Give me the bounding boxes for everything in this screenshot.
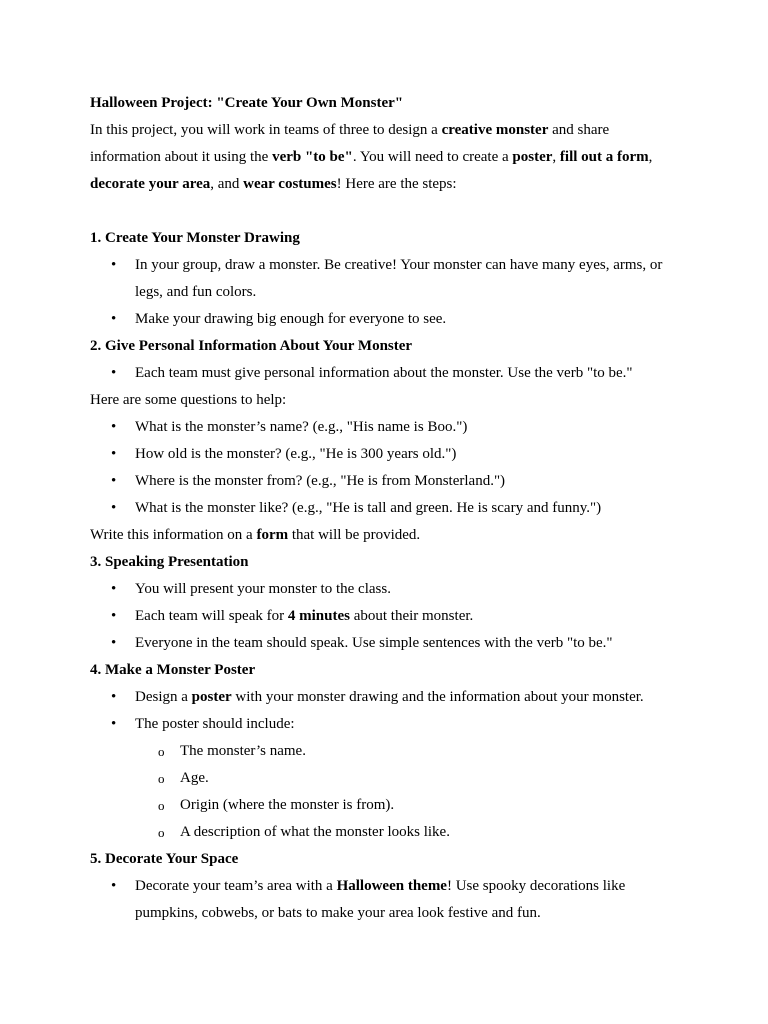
bullet-icon: • bbox=[111, 419, 117, 435]
list-item: • The poster should include: bbox=[90, 711, 690, 738]
list-item: • In your group, draw a monster. Be creative! Your monster can have many eyes, arms, or bbox=[90, 252, 690, 279]
sub-list-item: o Origin (where the monster is from). bbox=[90, 792, 690, 819]
section-2-heading: 2. Give Personal Information About Your Monster bbox=[90, 338, 413, 354]
list-item: • How old is the monster? (e.g., "He is 300 years old.") bbox=[90, 441, 690, 468]
list-item: • Each team will speak for 4 minutes about their monster. bbox=[90, 603, 690, 630]
bullet-icon: • bbox=[111, 635, 117, 651]
form-note: Write this information on a form that will be provided. bbox=[90, 527, 421, 543]
sub-bullet-icon: o bbox=[158, 771, 165, 786]
section-3-heading: 3. Speaking Presentation bbox=[90, 554, 249, 570]
bullet-icon: • bbox=[111, 500, 117, 516]
list-item: • Make your drawing big enough for everyone to see. bbox=[90, 306, 690, 333]
blank-line bbox=[90, 198, 690, 225]
bullet-icon: • bbox=[111, 257, 117, 273]
section-4-heading: 4. Make a Monster Poster bbox=[90, 662, 256, 678]
help-text: Here are some questions to help: bbox=[90, 392, 287, 408]
intro-line-3: decorate your area, and wear costumes! Here are the steps: bbox=[90, 176, 457, 192]
section-5-heading: 5. Decorate Your Space bbox=[90, 851, 239, 867]
list-item: • Each team must give personal information about the monster. Use the verb "to be." bbox=[90, 360, 690, 387]
section-1-heading: 1. Create Your Monster Drawing bbox=[90, 230, 300, 246]
list-item: • You will present your monster to the class. bbox=[90, 576, 690, 603]
document-body bbox=[90, 90, 690, 927]
list-item-continuation: legs, and fun colors. bbox=[135, 284, 257, 300]
intro-line-2: information about it using the verb "to be". You will need to create a poster, fill out a form, bbox=[90, 149, 653, 165]
bullet-icon: • bbox=[111, 311, 117, 327]
sub-list-item: o The monster’s name. bbox=[90, 738, 690, 765]
sub-bullet-icon: o bbox=[158, 798, 165, 813]
bullet-icon: • bbox=[111, 446, 117, 462]
sub-list-item: o Age. bbox=[90, 765, 690, 792]
list-item: • Everyone in the team should speak. Use simple sentences with the verb "to be." bbox=[90, 630, 690, 657]
list-item: • Design a poster with your monster drawing and the information about your monster. bbox=[90, 684, 690, 711]
bullet-icon: • bbox=[111, 716, 117, 732]
sub-bullet-icon: o bbox=[158, 744, 165, 759]
sub-bullet-icon: o bbox=[158, 825, 165, 840]
bullet-icon: • bbox=[111, 473, 117, 489]
list-item: • What is the monster’s name? (e.g., "His name is Boo.") bbox=[90, 414, 690, 441]
bullet-icon: • bbox=[111, 581, 117, 597]
list-item-continuation: pumpkins, cobwebs, or bats to make your area look festive and fun. bbox=[135, 905, 541, 921]
document-title: Halloween Project: "Create Your Own Monster" bbox=[90, 95, 404, 111]
sub-list-item: o A description of what the monster looks like. bbox=[90, 819, 690, 846]
bullet-icon: • bbox=[111, 608, 117, 624]
bullet-icon: • bbox=[111, 365, 117, 381]
intro-line-1: In this project, you will work in teams of three to design a creative monster and share bbox=[90, 122, 610, 138]
bullet-icon: • bbox=[111, 689, 117, 705]
list-item: • Decorate your team’s area with a Halloween theme! Use spooky decorations like bbox=[90, 873, 690, 900]
list-item: • What is the monster like? (e.g., "He is tall and green. He is scary and funny.") bbox=[90, 495, 690, 522]
list-item: • Where is the monster from? (e.g., "He is from Monsterland.") bbox=[90, 468, 690, 495]
bullet-icon: • bbox=[111, 878, 117, 894]
